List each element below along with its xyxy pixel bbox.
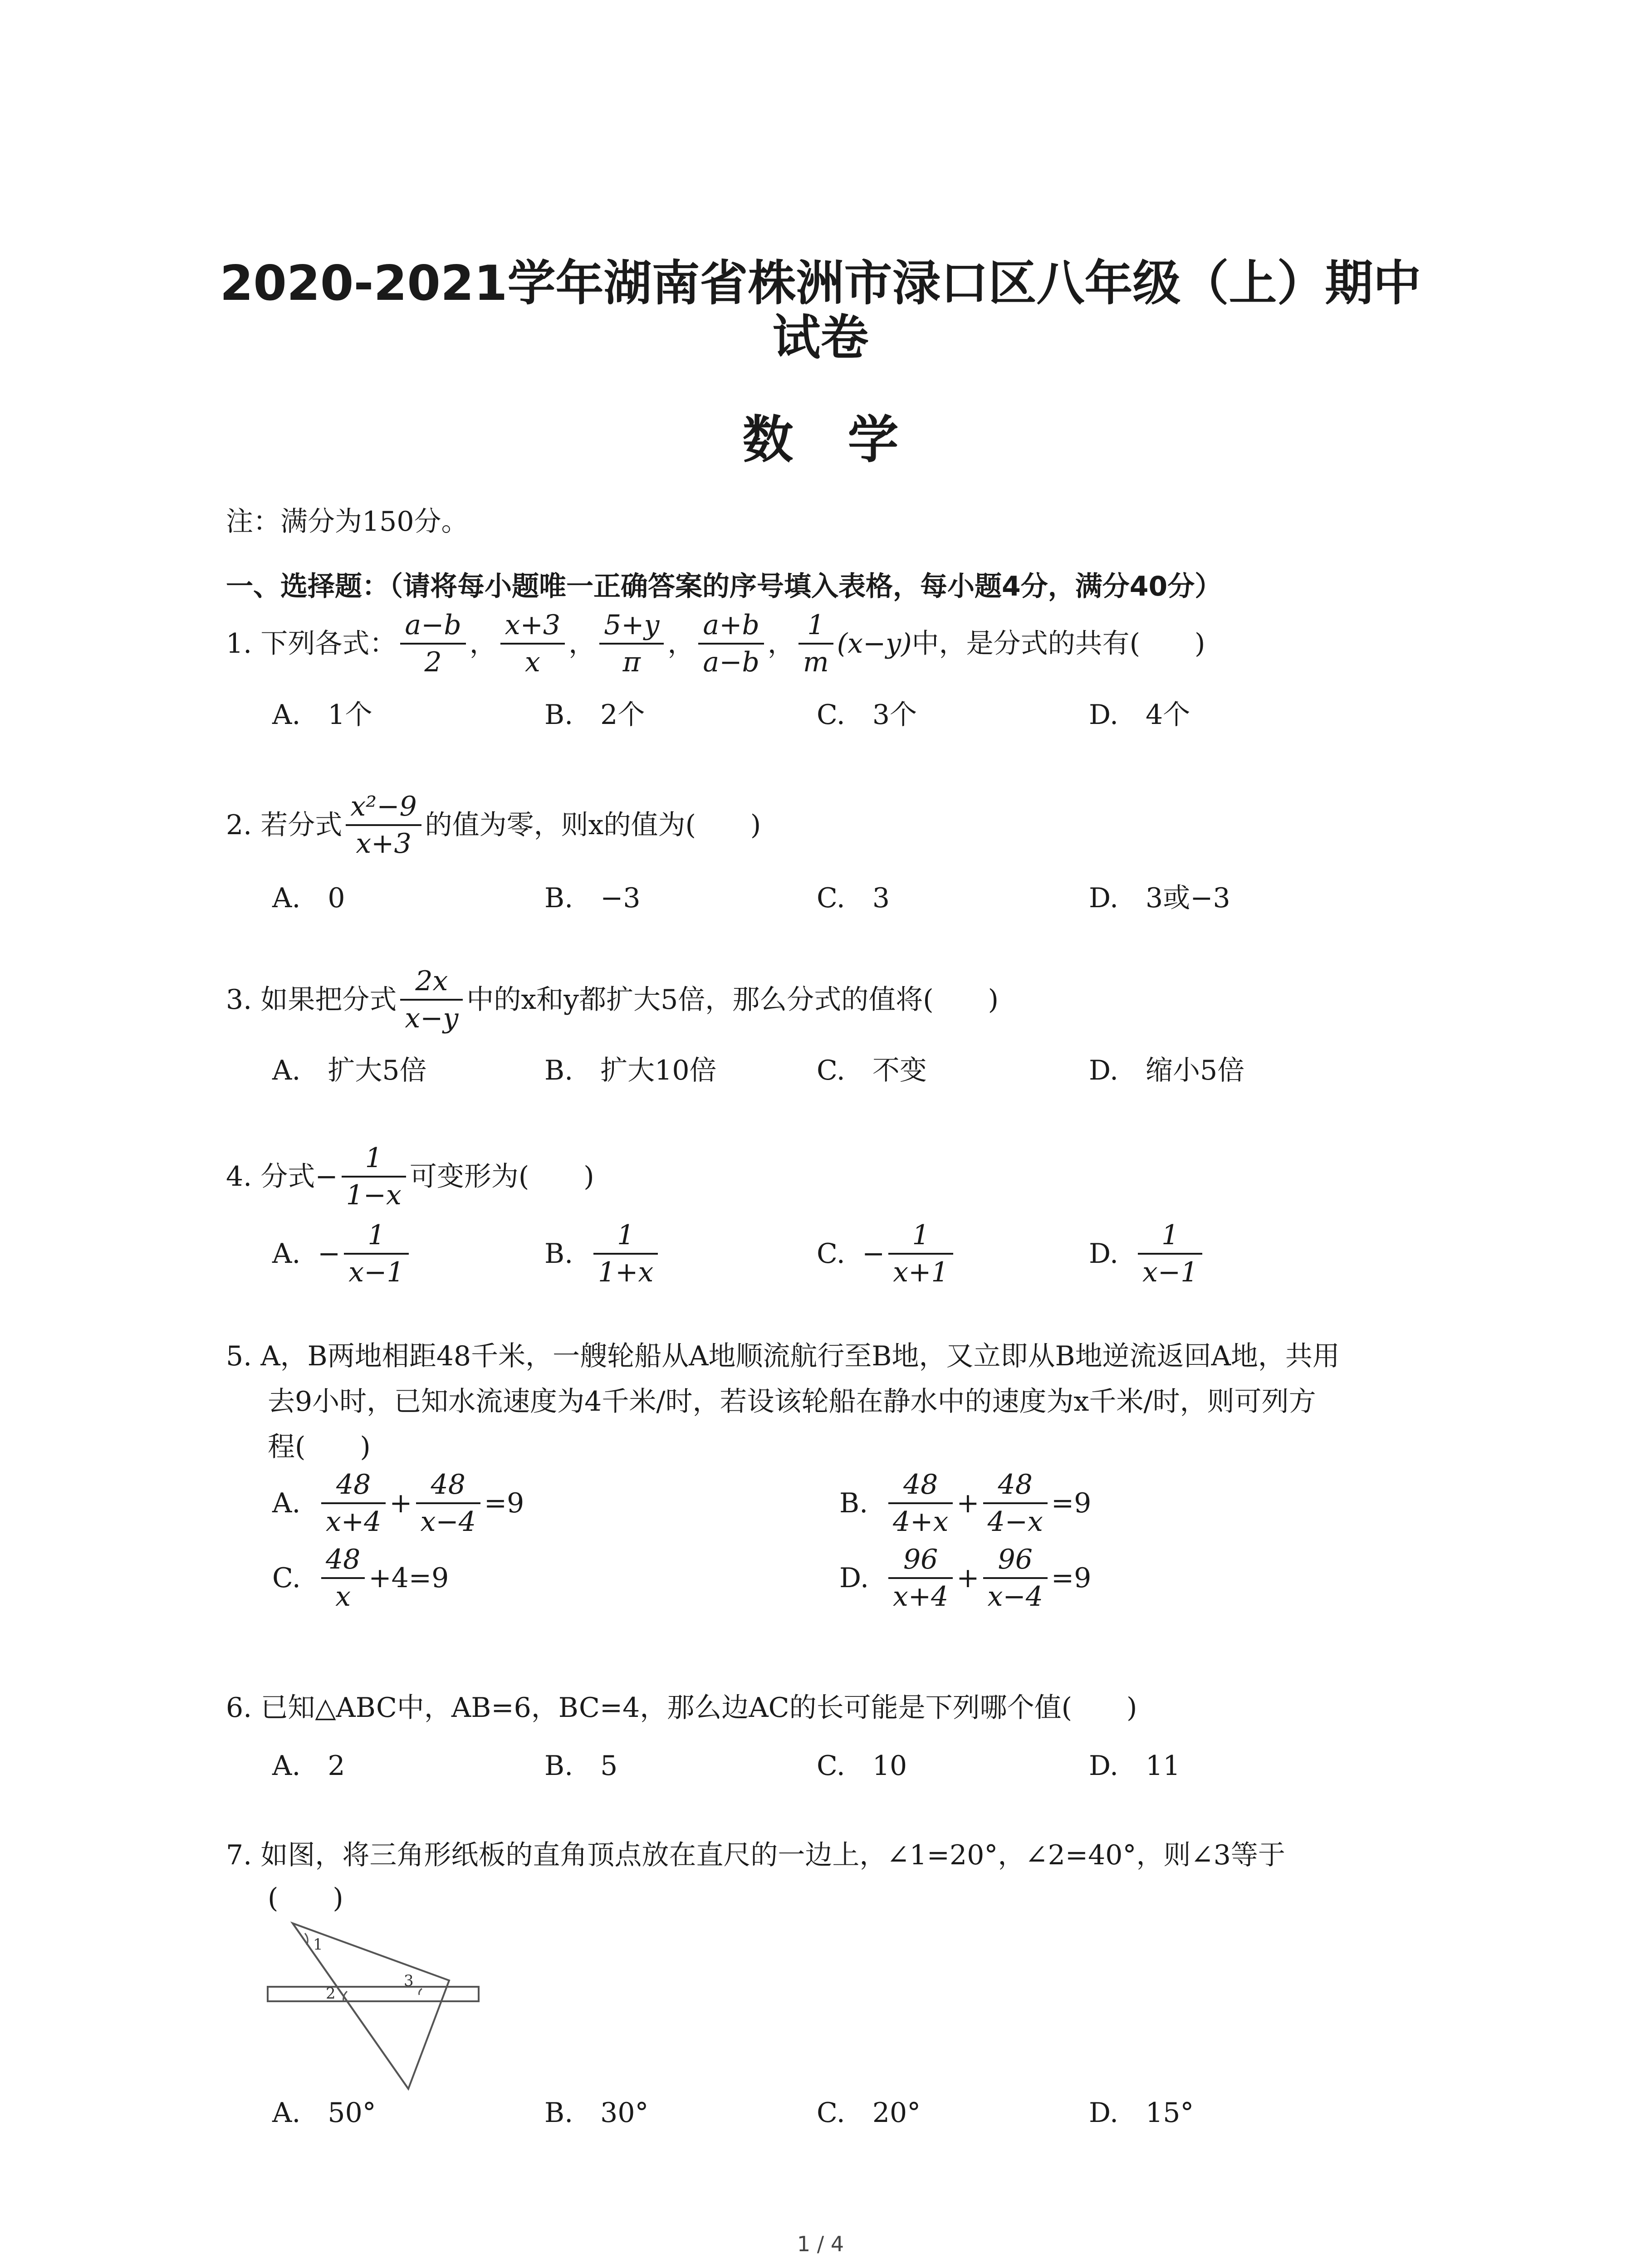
q3-option-b: B. 扩大10倍 (544, 1055, 717, 1086)
q2-option-d: D. 3或−3 (1089, 882, 1230, 914)
q3-option-d: D. 缩小5倍 (1089, 1055, 1245, 1086)
q4-fraction: $\frac{1}{1-x}$ (342, 1143, 406, 1210)
q1-prefix: 1. 下列各式： (226, 628, 397, 660)
question-2: 2. 若分式 $\frac{\text{x²−9}}{x+3}$ 的值为零，则x的值为( ) (226, 791, 761, 860)
q1-expression: (x−y) (837, 628, 912, 660)
triangle-hypotenuse (293, 1923, 408, 2089)
exam-title-line2: 试卷 (772, 310, 869, 366)
q5-option-a: A. $\frac{48}{x+4}$ + $\frac{48}{x-4}$ =9 (272, 1469, 524, 1538)
q4-option-d: D. $\frac{1}{x-1}$ (1089, 1220, 1206, 1287)
q1-fraction-2: $\frac{x+3}{x}$ (500, 610, 565, 677)
q2-fraction: $\frac{\text{x²−9}}{x+3}$ (346, 792, 421, 859)
angle-1-label: 1 (313, 1936, 323, 1954)
question-4: 4. 分式− $\frac{1}{1-x}$ 可变形为( ) (226, 1142, 594, 1211)
question-1: 1. 下列各式： $\frac{a-b}{2}$ ， $\frac{x+3}{x}$ ， $\frac{5+y}{\pi}$ ， $\frac{a+b}{a-b}$ ， $\frac{1}{m}$ (x−y) 中，是分式的共有( ) (226, 609, 1205, 678)
q1-option-a: A. 1个 (272, 699, 372, 731)
question-7-line2: ( ) (268, 1882, 343, 1914)
ruler (268, 1987, 479, 2001)
note: 注：满分为150分。 (226, 506, 469, 538)
angle-2-label: 2 (326, 1984, 336, 2003)
q5-option-b: B. $\frac{48}{4+x}$ + $\frac{48}{4-x}$ =9 (839, 1469, 1092, 1538)
question-5-line2: 去9小时，已知水流速度为4千米/时，若设该轮船在静水中的速度为x千米/时，则可列方 (268, 1386, 1316, 1418)
q3-option-c: C. 不变 (817, 1055, 927, 1086)
q6-option-a: A. 2 (272, 1750, 345, 1782)
q7-option-d: D. 15° (1089, 2097, 1194, 2129)
question-3: 3. 如果把分式 $\frac{2x}{x-y}$ 中的x和y都扩大5倍，那么分式的值将( ) (226, 965, 999, 1034)
angle-3-arc (419, 1989, 422, 1995)
q1-fraction-1: $\frac{a-b}{2}$ (400, 610, 465, 677)
q6-option-c: C. 10 (817, 1750, 907, 1782)
q1-fraction-4: $\frac{a+b}{a-b}$ (698, 610, 764, 677)
page-number: 1 / 4 (797, 2232, 844, 2256)
q4-option-a: A. − $\frac{1}{x-1}$ (272, 1220, 412, 1287)
q7-option-b: B. 30° (544, 2097, 649, 2129)
q6-option-d: D. 11 (1089, 1750, 1181, 1782)
q1-option-d: D. 4个 (1089, 699, 1190, 731)
exam-title-line1: 2020-2021学年湖南省株洲市渌口区八年级（上）期中 (220, 255, 1421, 311)
q1-fraction-5: $\frac{1}{m}$ (798, 610, 833, 677)
q4-option-c: C. − $\frac{1}{x+1}$ (817, 1220, 957, 1287)
q4-option-b: B. $\frac{1}{1+x}$ (544, 1220, 661, 1287)
q3-fraction: $\frac{2x}{x-y}$ (400, 966, 463, 1033)
q2-option-a: A. 0 (272, 882, 345, 914)
q1-option-b: B. 2个 (544, 699, 645, 731)
question-6: 6. 已知△ABC中，AB=6，BC=4，那么边AC的长可能是下列哪个值( ) (226, 1692, 1137, 1724)
q5-option-d: D. $\frac{96}{x+4}$ + $\frac{96}{x-4}$ =9 (839, 1544, 1092, 1613)
q7-option-c: C. 20° (817, 2097, 921, 2129)
subject-heading: 数学 (742, 411, 953, 469)
question-5-line1: 5. A，B两地相距48千米，一艘轮船从A地顺流航行至B地，又立即从B地逆流返回A地，共用 (226, 1340, 1340, 1372)
question-7-line1: 7. 如图，将三角形纸板的直角顶点放在直尺的一边上，∠1=20°，∠2=40°，则∠3等于 (226, 1839, 1285, 1871)
q2-option-b: B. −3 (544, 882, 641, 914)
q6-option-b: B. 5 (544, 1750, 618, 1782)
q7-option-a: A. 50° (272, 2097, 376, 2129)
q1-suffix: 中，是分式的共有( ) (911, 628, 1205, 660)
q1-fraction-3: $\frac{5+y}{\pi}$ (599, 610, 664, 677)
angle-3-label: 3 (404, 1972, 414, 1990)
q5-option-c: C. $\frac{48}{x}$ +4=9 (272, 1544, 449, 1613)
q1-option-c: C. 3个 (817, 699, 917, 731)
section-heading: 一、选择题：（请将每小题唯一正确答案的序号填入表格，每小题4分，满分40分） (226, 571, 1222, 602)
question-5-line3: 程( ) (268, 1431, 371, 1463)
q7-figure (254, 1914, 490, 2096)
q2-option-c: C. 3 (817, 882, 890, 914)
q3-option-a: A. 扩大5倍 (272, 1055, 427, 1086)
